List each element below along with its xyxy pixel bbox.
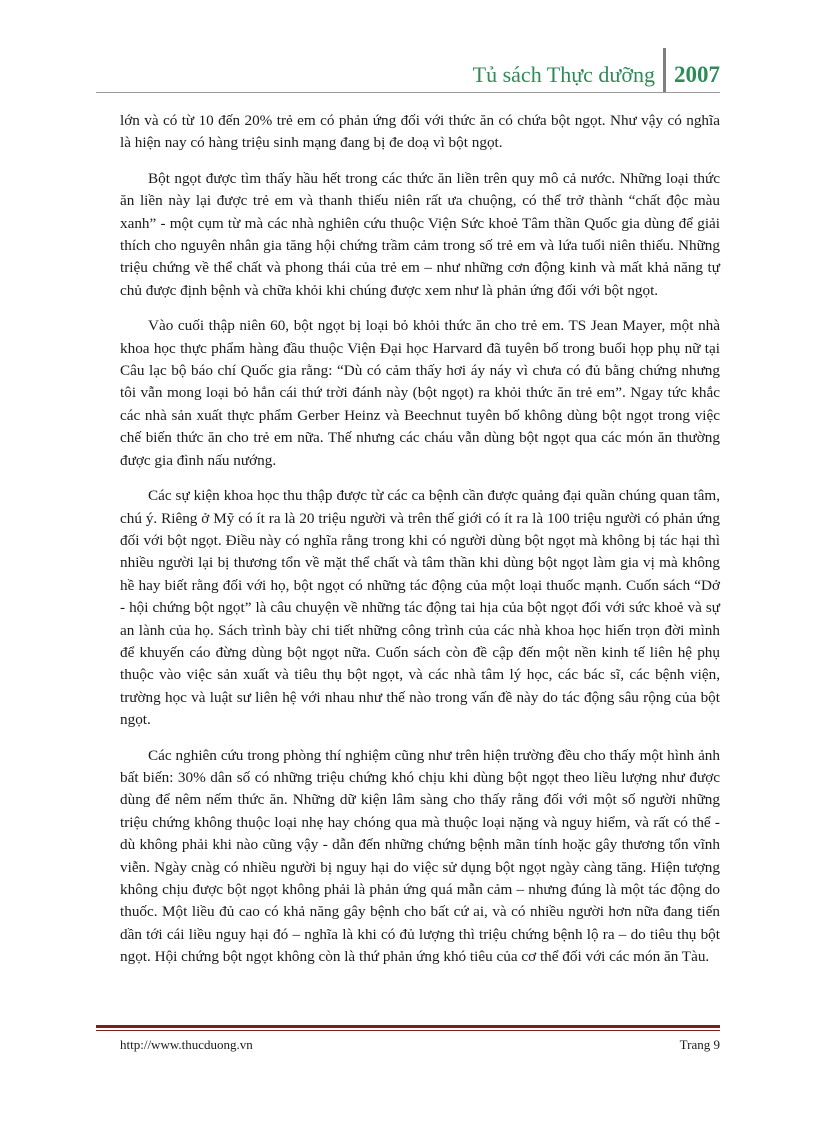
footer-rule <box>96 1025 720 1031</box>
header-title: Tủ sách Thực dưỡng <box>472 62 655 87</box>
footer-url: http://www.thucduong.vn <box>120 1037 253 1052</box>
page-number: Trang 9 <box>679 1037 720 1052</box>
document-body <box>120 110 720 982</box>
paragraph: Các nghiên cứu trong phòng thí nghiệm cũng như trên hiện trường đều cho thấy một hình ảnh bất biến: 30% dân số có những triệu chứng khó chịu khi dùng bột ngọt theo liều lượng như được dùng để nêm nếm thức ăn. Những dữ kiện lâm sàng cho thấy rằng đối với một số người những triệu chứng không thuộc loại nhẹ hay chóng qua mà thuộc loại nặng và nguy hiểm, và rất có thể - dù không phải khi nào cũng vậy - dẫn đến những chứng bệnh mãn tính hoặc gây thương tổn vĩnh viễn. Ngày cnàg có nhiều người bị nguy hại do việc sử dụng bột ngọt ngày càng tăng. Hiện tượng không chịu được bột ngọt không phải là phản ứng quá mẫn cảm – nhưng đúng là một tác động do thuốc. Một liều đủ cao có khả năng gây bệnh cho bất cứ ai, và có nhiều người hơn nữa đang tiến dần tới cái liều nguy hại đó – nghĩa là khi có đủ lượng thì triệu chứng bệnh lộ ra – do tiêu thụ bột ngọt. Hội chứng bột ngọt không còn là thứ phản ứng khó tiêu của cơ thể đối với các món ăn Tàu. <box>120 746 720 966</box>
header-rule <box>96 92 720 93</box>
paragraph: Các sự kiện khoa học thu thập được từ các ca bệnh cần được quảng đại quần chúng quan tâm, chú ý. Riêng ở Mỹ có ít ra là 20 triệu người và trên thế giới có ít ra là 100 triệu người có phản ứng đối với bột ngọt. Điều này có nghĩa rằng trong khi có người dùng bột ngọt mà không bị tác hại thì nhiều người lại bị thương tổn về mặt thể chất và tâm thần khi dùng bột ngọt làm gia vị mà không hề hay biết rằng đối với họ, bột ngọt có những tác động của một loại thuốc mạnh. Cuốn sách “Dở - hội chứng bột ngọt” là câu chuyện về những tác động tai hịa của bột ngọt đối với sức khoẻ và sự an lành của họ. Sách trình bày chi tiết những công trình của các nhà khoa học hiến trọn đời mình để khuyến cáo đừng dùng bột ngọt nữa. Cuốn sách còn đề cập đến một nền kinh tế liên hệ phụ thuộc vào việc sản xuất và tiêu thụ bột ngọt, và các nhà tâm lý học, các bác sĩ, các bệnh viện, trường học và luật sư liên hệ với nhau như thế nào trong vấn đề này do tác động sâu rộng của bột ngọt. <box>120 487 720 729</box>
header-year: 2007 <box>674 62 720 87</box>
page-header <box>473 48 720 92</box>
page-footer <box>120 1037 720 1053</box>
paragraph: Vào cuối thập niên 60, bột ngọt bị loại bỏ khỏi thức ăn cho trẻ em. TS Jean Mayer, một nhà khoa học thực phẩm hàng đầu thuộc Viện Đại học Harvard đã tuyên bố trong buổi họp phụ nữ tại Câu lạc bộ báo chí Quốc gia rằng: “Dù có cảm thấy hơi áy náy vì chưa có đủ bằng chứng nhưng tôi vẫn mong loại bỏ hẳn cái thứ trời đánh này (bột ngọt) ra khỏi thức ăn trẻ em”. Ngay tức khắc các nhà sản xuất thực phẩm Gerber Heinz và Beechnut tuyên bố không dùng bột ngọt trong việc chế biến thức ăn cho trẻ em nữa. Thế nhưng các cháu vẫn dùng bột ngọt qua các món ăn thường được gia đình nấu nướng. <box>120 317 720 469</box>
paragraph-continuation: lớn và có từ 10 đến 20% trẻ em có phản ứng đối với thức ăn có chứa bột ngọt. Như vậy có nghĩa là hiện nay có hàng triệu sinh mạng đang bị đe doạ vì bột ngọt. <box>120 112 720 152</box>
paragraph: Bột ngọt được tìm thấy hầu hết trong các thức ăn liền trên quy mô cả nước. Những loại thức ăn liền này lại được trẻ em và thanh thiếu niên rất ưa chuộng, có thể trở thành “chất độc màu xanh” - một cụm từ mà các nhà nghiên cứu thuộc Viện Sức khoẻ Tâm thần Quốc gia dùng để giải thích cho nguyên nhân gia tăng hội chứng trầm cảm trong số trẻ em và lứa tuổi niên thiếu. Những triệu chứng về thể chất và phong thái của trẻ em – như những cơn động kinh và mất khả năng tự chủ được định bệnh và chữa khỏi khi chúng được xem như là phản ứng đối với bột ngọt. <box>120 169 720 299</box>
